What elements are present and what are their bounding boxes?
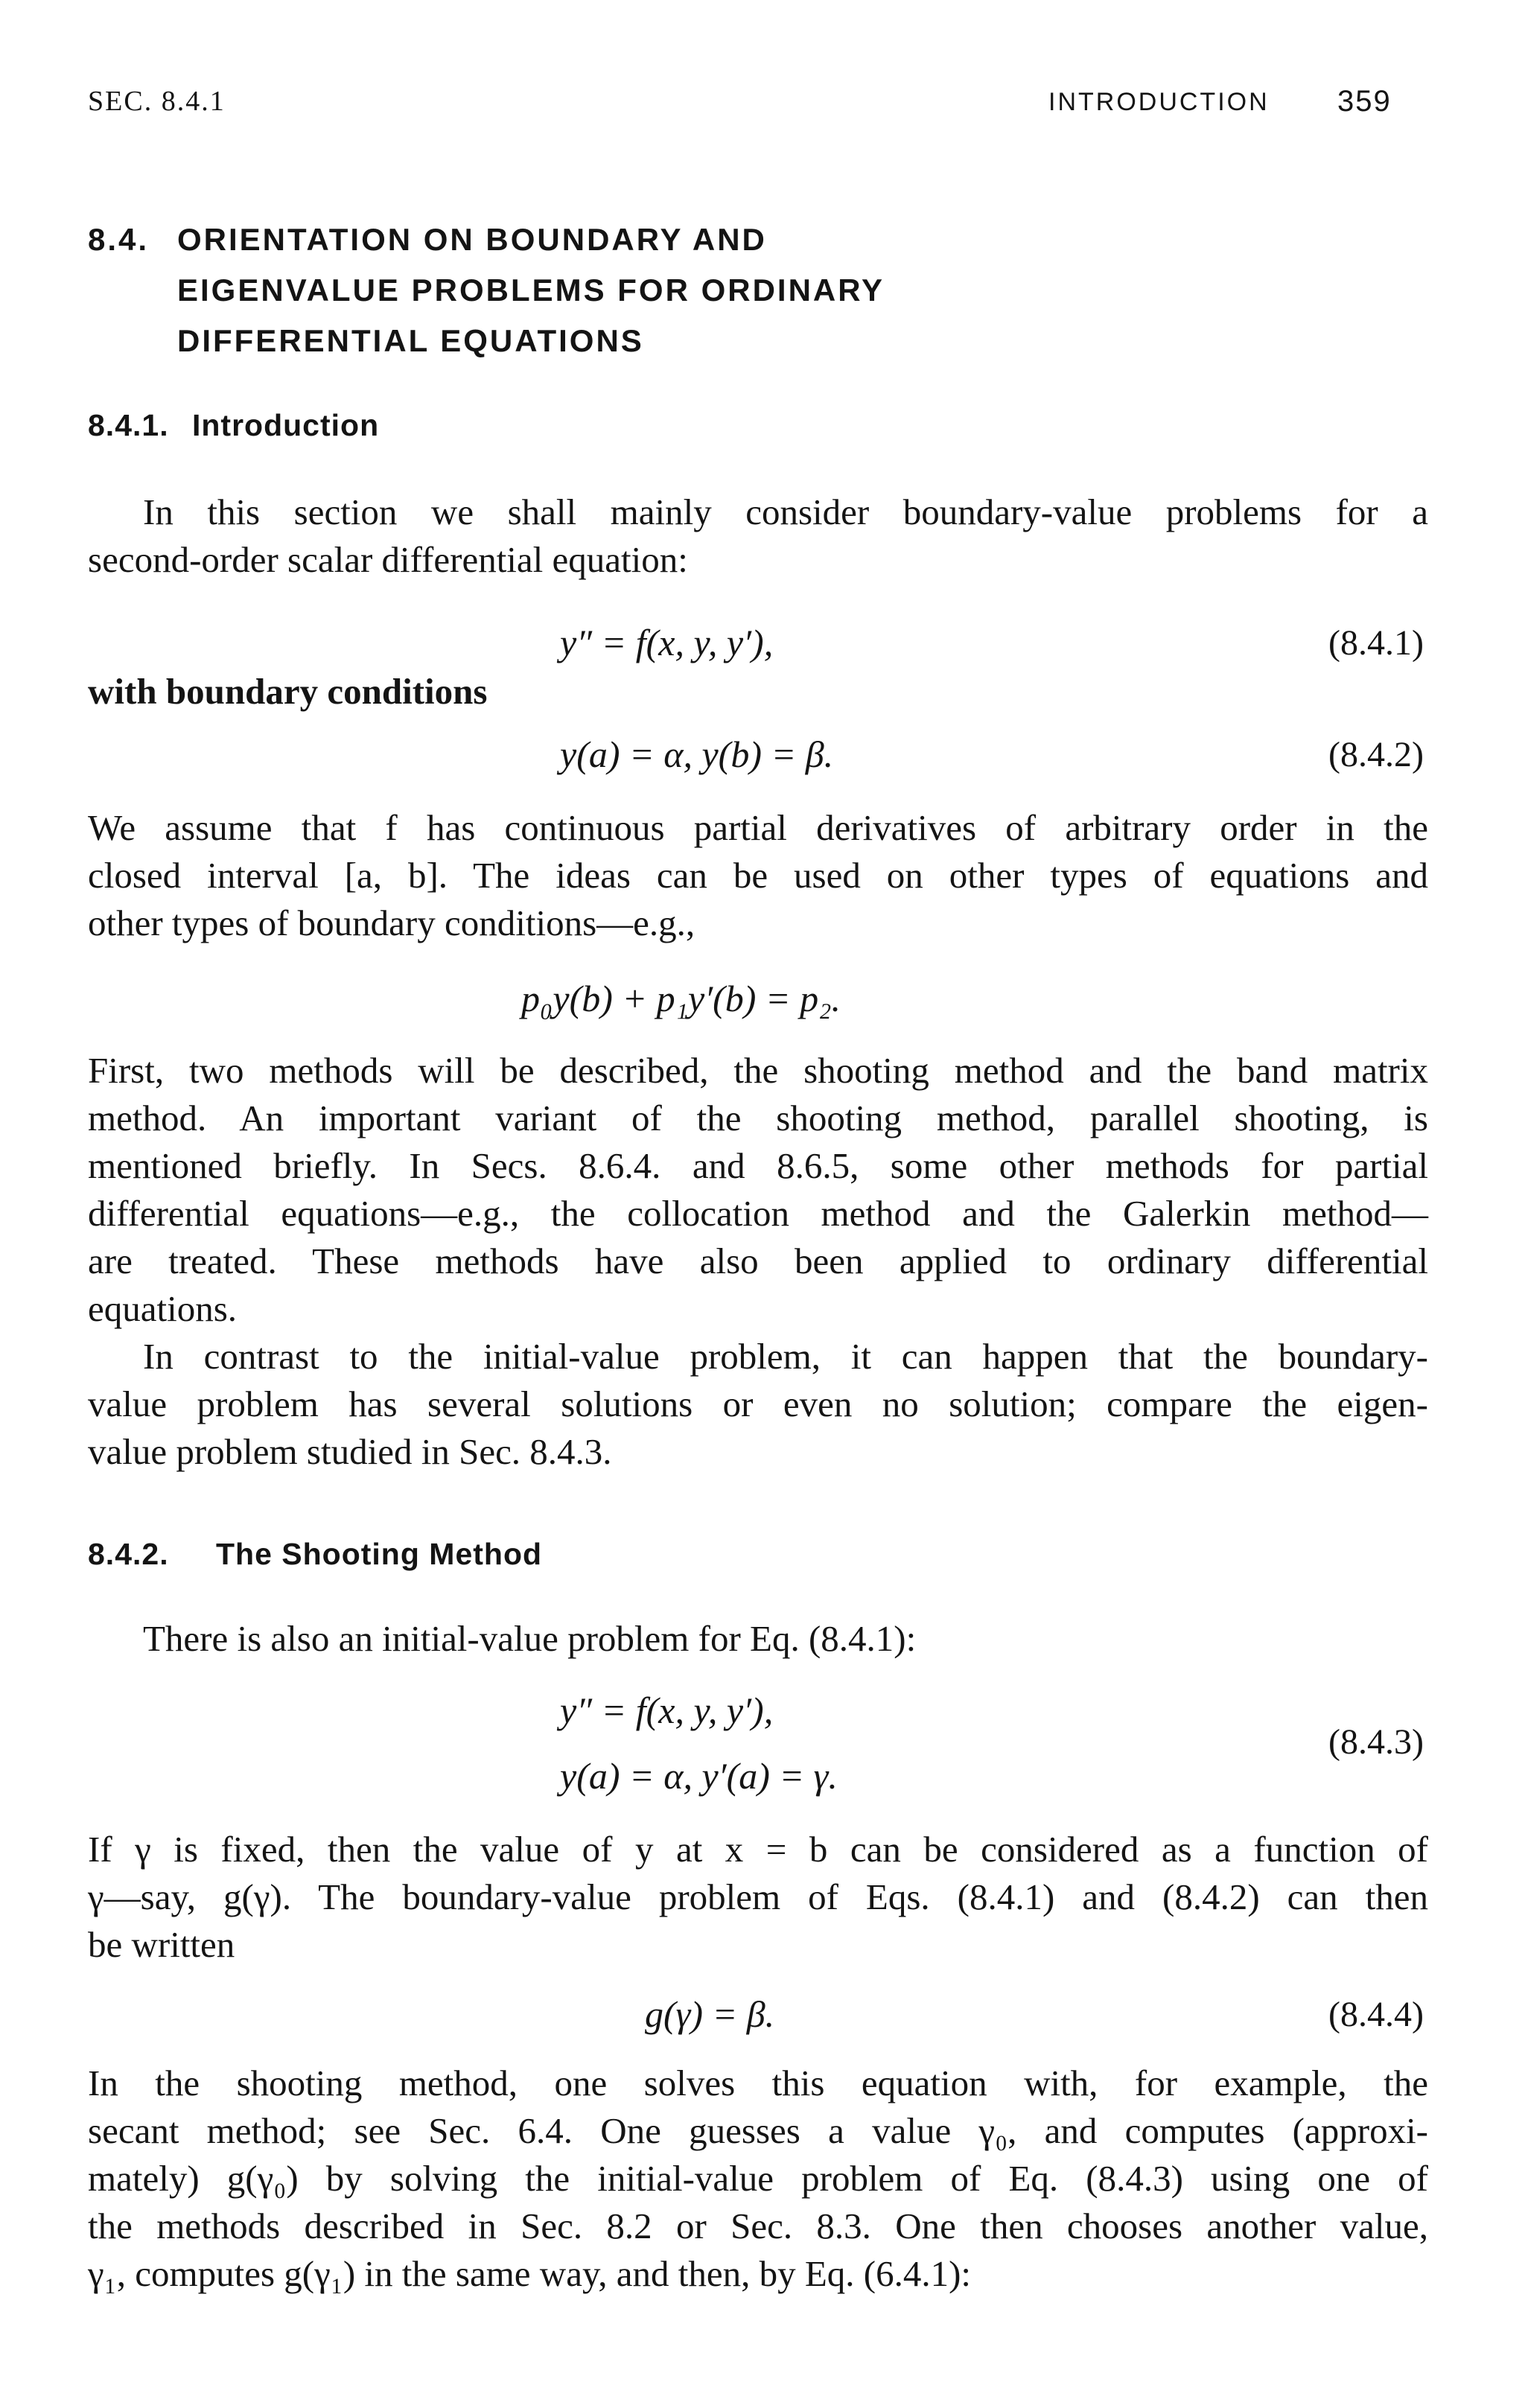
text-line: First, two methods will be described, the shooting method and the band matrix: [88, 1050, 1428, 1091]
subsection-number: 8.4.2.: [88, 1537, 169, 1571]
assumption-paragraph: [88, 804, 1428, 947]
section-title-line-3: DIFFERENTIAL EQUATIONS: [177, 323, 644, 358]
equation-8-4-1: y″ = f(x, y, y′),: [560, 622, 774, 663]
text-line: be written: [88, 1924, 235, 1965]
contrast-paragraph: [88, 1333, 1428, 1476]
subsection-number: 8.4.1.: [88, 408, 169, 442]
text-line: In the shooting method, one solves this equation with, for example, the: [88, 2063, 1428, 2103]
text-line: If γ is fixed, then the value of y at x = b can be considered as a function of: [88, 1829, 1428, 1870]
text-line: are treated. These methods have also been applied to ordinary differential: [88, 1240, 1428, 1281]
equation-number: (8.4.4): [1328, 1995, 1424, 2034]
section-title-line-1: ORIENTATION ON BOUNDARY AND: [177, 222, 767, 257]
text-line: closed interval [a, b]. The ideas can be used on other types of equations and: [88, 855, 1428, 896]
text-line: secant method; see Sec. 6.4. One guesses a value γ₀, and computes (approxi-: [88, 2110, 1428, 2151]
methods-paragraph: [88, 1047, 1428, 1333]
running-title: INTRODUCTION: [1048, 88, 1270, 116]
text-line: method. An important variant of the shooting method, parallel shooting, is: [88, 1098, 1428, 1138]
text-line: γ—say, g(γ). The boundary-value problem of Eqs. (8.4.1) and (8.4.2) can then: [88, 1876, 1428, 1917]
equation-8-4-3-line-2: y(a) = α, y′(a) = γ.: [560, 1755, 838, 1797]
section-number: 8.4.: [88, 222, 150, 257]
text-line: γ₁, computes g(γ₁) in the same way, and then, by Eq. (6.4.1):: [88, 2253, 972, 2294]
text-line: We assume that f has continuous partial derivatives of arbitrary order in the: [88, 807, 1428, 848]
text-line: value problem studied in Sec. 8.4.3.: [88, 1431, 612, 1472]
shooting-paragraph: [88, 2060, 1428, 2298]
equation-8-4-2: y(a) = α, y(b) = β.: [560, 733, 834, 775]
text-line: mately) g(γ₀) by solving the initial-value problem of Eq. (8.4.3) using one of: [88, 2158, 1428, 2199]
text-line: In this section we shall mainly consider boundary-value problems for a: [143, 491, 1428, 532]
text-line: the methods described in Sec. 8.2 or Sec. 8.3. One then chooses another value,: [88, 2205, 1428, 2246]
text-line: differential equations—e.g., the collocation method and the Galerkin method—: [88, 1193, 1428, 1234]
equation-number: (8.4.2): [1328, 735, 1424, 774]
page-number: 359: [1337, 85, 1392, 118]
text-line: second-order scalar differential equation:: [88, 539, 688, 580]
subsection-title: The Shooting Method: [216, 1537, 543, 1571]
gamma-paragraph: [88, 1826, 1428, 1969]
equation-number: (8.4.3): [1328, 1722, 1424, 1762]
running-section: SEC. 8.4.1: [88, 86, 226, 117]
equation-general-bc: p₀y(b) + p₁y′(b) = p₂.: [521, 978, 841, 1019]
subsection-title: Introduction: [192, 408, 380, 442]
section-title-line-2: EIGENVALUE PROBLEMS FOR ORDINARY: [177, 273, 885, 308]
text-line: mentioned briefly. In Secs. 8.6.4. and 8.6.5, some other methods for partial: [88, 1145, 1428, 1186]
equation-8-4-3-line-1: y″ = f(x, y, y′),: [560, 1689, 774, 1731]
intro-paragraph: [88, 488, 1428, 584]
text-line: value problem has several solutions or even no solution; compare the eigen-: [88, 1383, 1428, 1424]
equation-8-4-4: g(γ) = β.: [645, 1993, 775, 2035]
text-line: other types of boundary conditions—e.g.,: [88, 902, 695, 943]
boundary-conditions-label: with boundary conditions: [88, 671, 488, 712]
equation-number: (8.4.1): [1328, 623, 1424, 663]
text-line: In contrast to the initial-value problem, it can happen that the boundary-: [143, 1336, 1428, 1377]
text-line: equations.: [88, 1288, 238, 1329]
ivp-intro: There is also an initial-value problem for Eq. (8.4.1):: [143, 1618, 917, 1659]
